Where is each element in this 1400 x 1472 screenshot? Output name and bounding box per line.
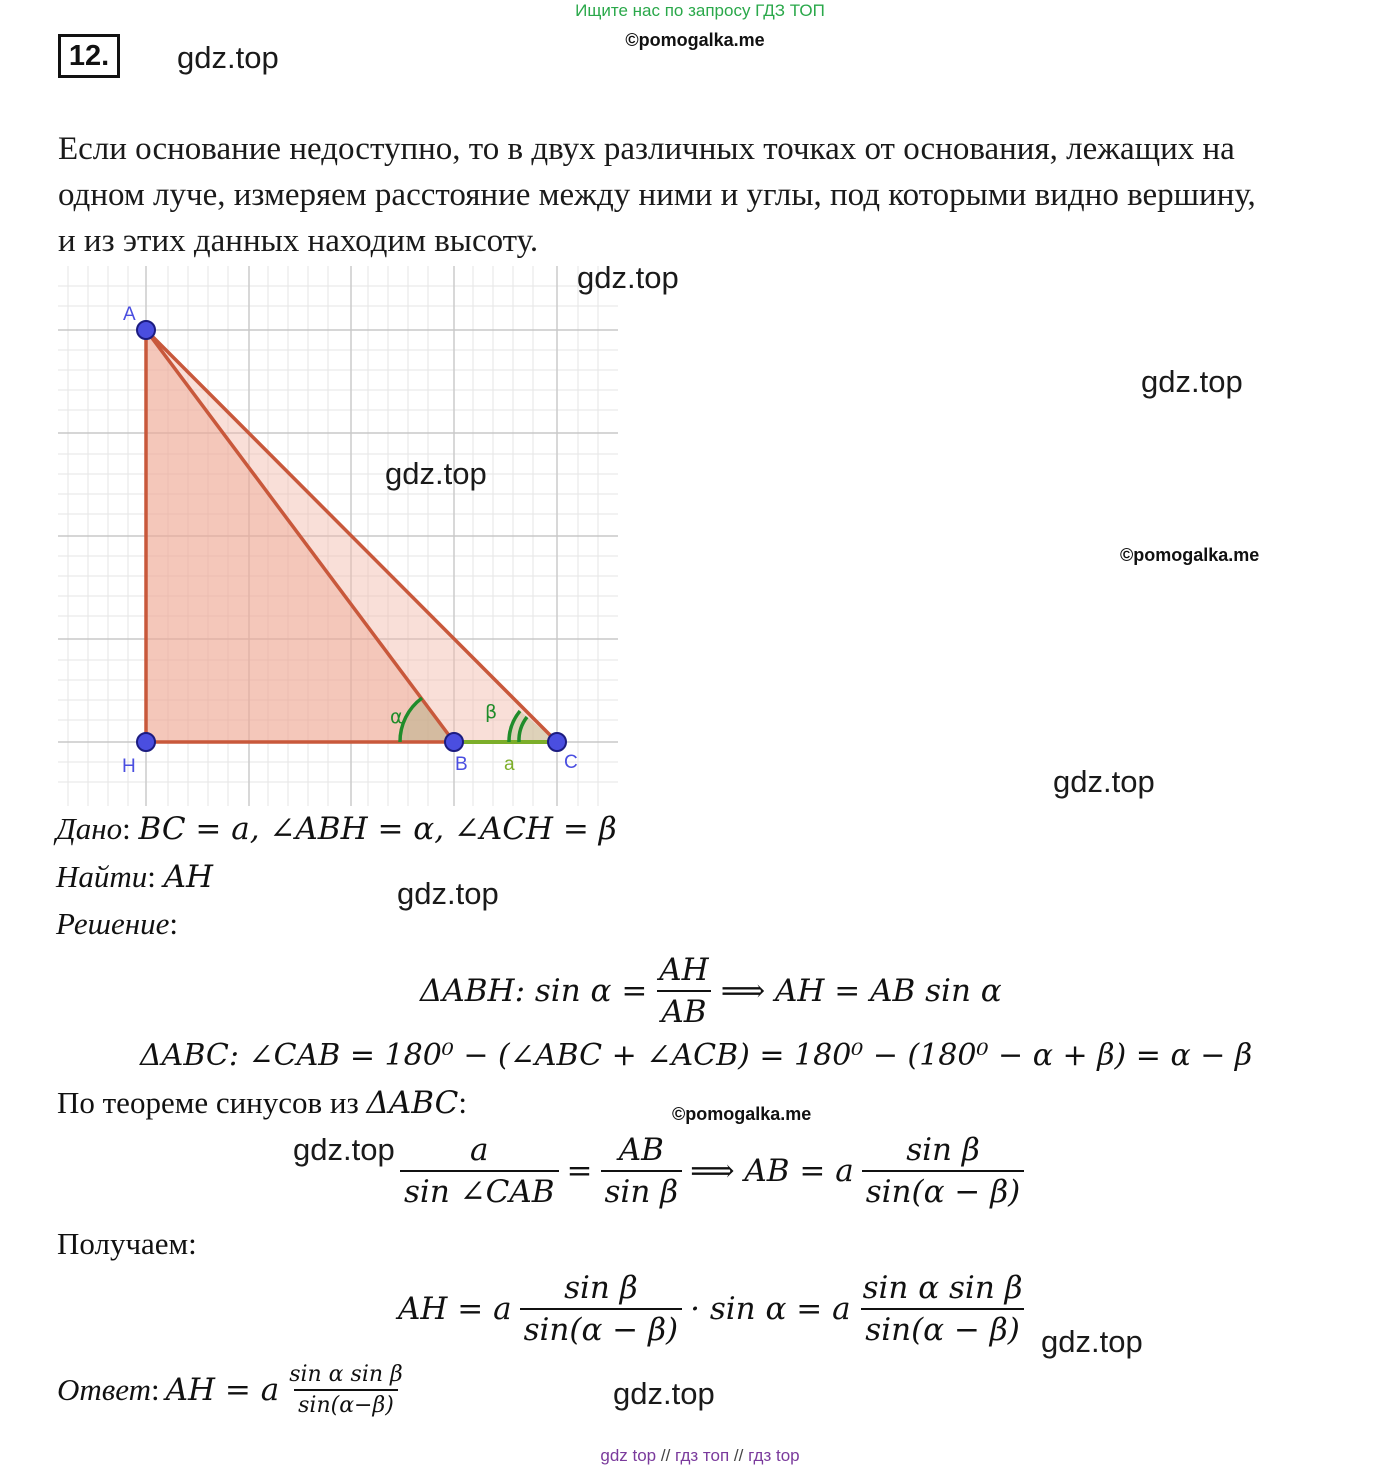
sines-intro-text: По теореме синусов из [57,1085,367,1120]
label-b: B [455,754,468,775]
equation-abc-angle: ΔABC: ∠CAB = 180⁰ − (∠ABC + ∠ACB) = 180⁰ − (180⁰ − α + β) = α − β [140,1038,1253,1073]
watermark-gdz: gdz.top [577,260,679,295]
given-label: Дано [56,811,123,846]
footer-link-gdz-top-ru[interactable]: гдз топ [675,1446,730,1465]
intro-line-3: и из этих данных находим высоту. [58,223,539,259]
eq3-fraction-2: $\frac{AB}{\text{sin β}}$ [601,1132,683,1210]
intro-line-2: одном луче, измеряем расстояние между ними и углы, под которыми видно вершину, [58,177,1256,213]
label-h: H [122,756,136,777]
intro-line-1: Если основание недоступно, то в двух различных точках от основания, лежащих на [58,131,1235,167]
given-text: BC = a, ∠ABH = α, ∠ACH = β [138,811,617,847]
eq1-den: AB [657,990,710,1030]
watermark-gdz: gdz.top [385,456,487,491]
label-alpha: α [390,706,403,728]
point-b [445,733,463,751]
label-a: A [123,304,136,325]
watermark-gdz: gdz.top [1141,364,1243,399]
find-label: Найти [56,859,148,894]
answer-block: Ответ: AH = a $\frac{\text{sin α sin β}}{\sin(\alpha-\beta)}$ [57,1362,407,1418]
watermark-gdz: gdz.top [1053,764,1155,799]
sines-intro-math: ΔABC [366,1085,459,1121]
point-a [137,321,155,339]
sines-intro: По теореме синусов из ΔABC: [57,1085,467,1121]
eq1-suffix: ⟹ AH = AB sin α [720,973,1002,1009]
label-c: C [564,752,578,773]
watermark-gdz: gdz.top [613,1376,715,1411]
triangle-figure [58,266,618,806]
eq1-num: AH [659,952,709,988]
label-side-a: a [504,754,515,775]
watermark-gdz: gdz.top [1041,1324,1143,1359]
point-c [548,733,566,751]
answer-fraction: $\frac{\text{sin α sin β}}{\sin(\alpha-\beta)}$ [289,1362,403,1418]
watermark-gdz: gdz.top [293,1132,395,1167]
result-intro: Получаем: [57,1226,197,1261]
equation-sines: $\frac{a}{\text{sin ∠CAB}}$ = $\frac{AB}{\text{sin β}}$ ⟹ AB = a $\frac{\text{sin β}}{\sin(\alpha - \beta)}$ [400,1132,1024,1210]
footer-link-gdz-top[interactable]: gdz top [600,1446,657,1465]
solution-label: Решение [56,906,170,941]
label-beta: β [485,701,498,723]
problem-number: 12. [58,34,120,78]
watermark-gdz: gdz.top [397,876,499,911]
answer-prefix: AH = a [165,1372,280,1408]
answer-label: Ответ [57,1372,151,1407]
eq3-fraction-1: $\frac{a}{\text{sin ∠CAB}}$ [400,1132,559,1210]
watermark-gdz: gdz.top [177,40,279,75]
point-h [137,733,155,751]
find-text: AH [163,859,214,895]
watermark-pomogalka: ©pomogalka.me [1120,545,1260,565]
solution-block: Решение: [56,906,178,941]
eq4-fraction-1: $\frac{\text{sin β}}{\sin(\alpha - \beta)}$ [520,1270,683,1348]
eq1-fraction [655,952,712,1030]
find-block: Найти: AH [56,859,214,895]
search-hint: Ищите нас по запросу ГДЗ ТОП [575,1,825,20]
eq3-fraction-3: $\frac{\text{sin β}}{\sin(\alpha - \beta)}$ [862,1132,1025,1210]
eq1-prefix: ΔABH: sin α = [420,973,648,1009]
watermark-pomogalka: ©pomogalka.me [672,1104,812,1124]
equation-result: AH = a $\frac{\text{sin β}}{\sin(\alpha - \beta)}$ · sin α = a $\frac{\text{sin α sin β}}{\sin(\alpha - \beta)}$ [398,1270,1027,1348]
header-copyright: ©pomogalka.me [625,30,765,50]
footer-link-gdz-top-mixed[interactable]: гдз top [748,1446,800,1465]
eq4-fraction-2: $\frac{\text{sin α sin β}}{\sin(\alpha - \beta)}$ [862,1270,1023,1348]
footer-links: gdz top // гдз топ // гдз top [600,1446,800,1465]
equation-abh [420,952,1002,1030]
given-block: Дано: BC = a, ∠ABH = α, ∠ACH = β [56,811,617,847]
